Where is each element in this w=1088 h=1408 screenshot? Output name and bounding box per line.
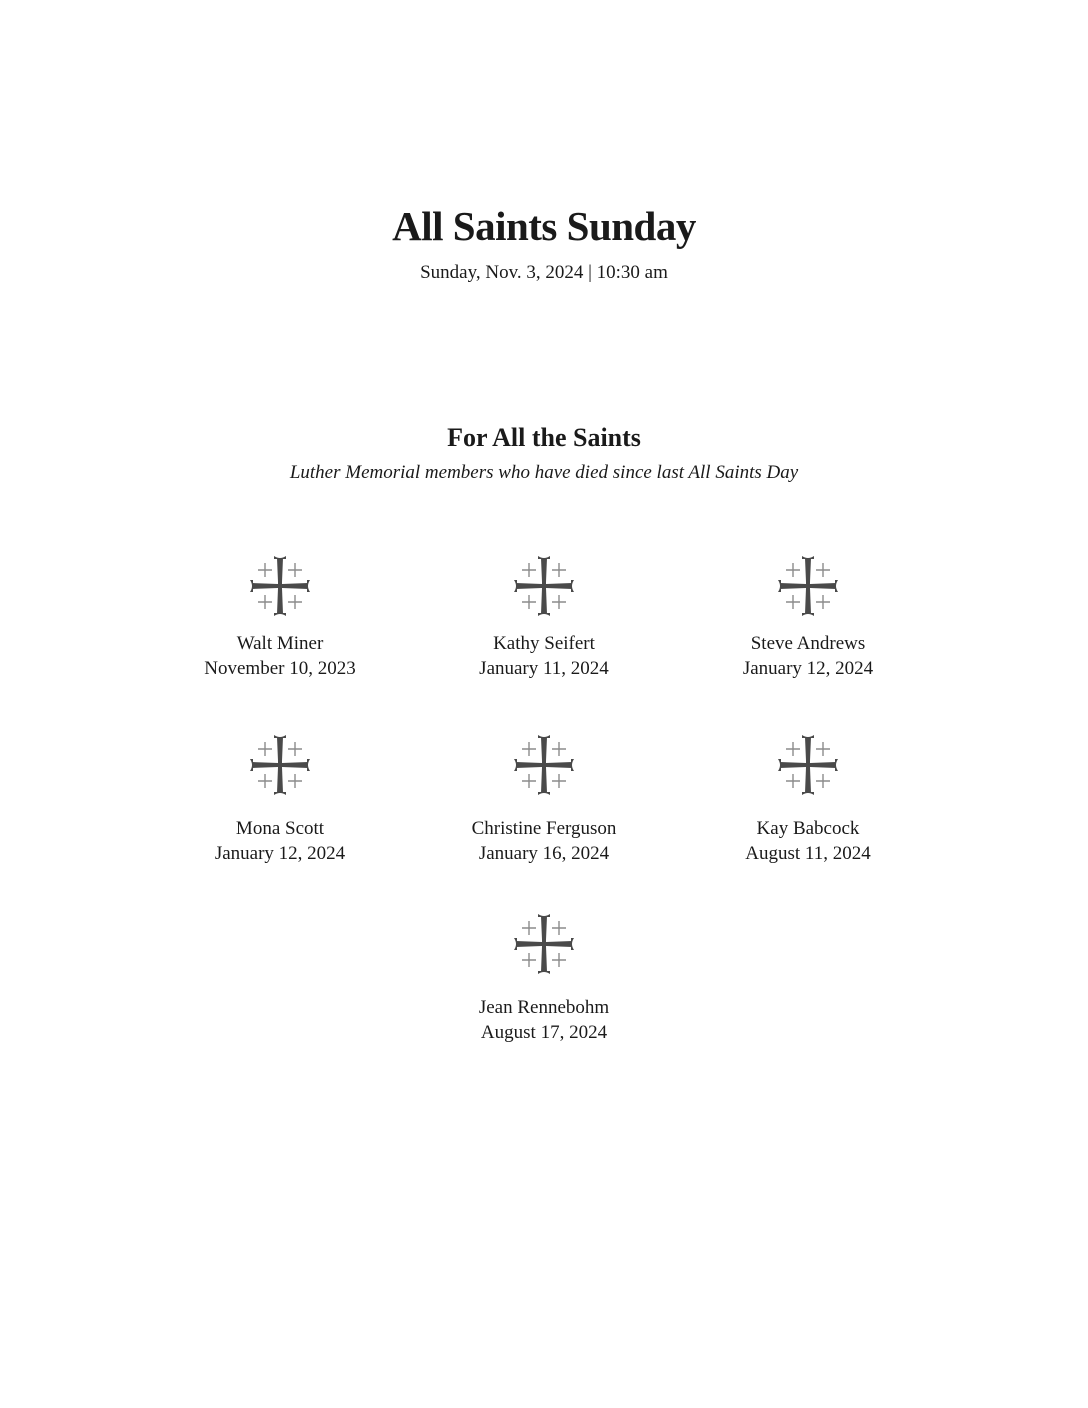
saint-date: January 11, 2024 <box>479 658 609 679</box>
saint-date: January 16, 2024 <box>478 843 610 864</box>
saint-name: Jean Rennebohm <box>478 997 610 1018</box>
jerusalem-cross-icon <box>510 552 578 620</box>
saint-entry <box>130 731 430 866</box>
jerusalem-cross-icon <box>774 552 842 620</box>
jerusalem-cross-icon <box>510 731 578 799</box>
page-title: All Saints Sunday <box>392 203 696 249</box>
saint-entry <box>394 910 694 1045</box>
saint-name: Mona Scott <box>235 818 325 839</box>
saint-name: Walt Miner <box>236 633 324 654</box>
saint-name: Christine Ferguson <box>471 818 617 839</box>
saint-entry <box>658 552 958 681</box>
saint-entry <box>130 552 430 681</box>
saint-date: August 17, 2024 <box>480 1022 608 1043</box>
section-subtitle: Luther Memorial members who have died since last All Saints Day <box>289 462 799 483</box>
saint-name: Kathy Seifert <box>493 633 595 654</box>
saint-entry <box>658 731 958 866</box>
saint-date: January 12, 2024 <box>214 843 346 864</box>
saint-date: August 11, 2024 <box>745 843 871 864</box>
jerusalem-cross-icon <box>246 731 314 799</box>
jerusalem-cross-icon <box>510 910 578 978</box>
jerusalem-cross-icon <box>774 731 842 799</box>
saint-name: Kay Babcock <box>756 818 860 839</box>
saint-entry <box>394 552 694 681</box>
saint-date: January 12, 2024 <box>742 658 874 679</box>
service-datetime: Sunday, Nov. 3, 2024 | 10:30 am <box>420 262 668 283</box>
jerusalem-cross-icon <box>246 552 314 620</box>
saint-name: Steve Andrews <box>750 633 866 654</box>
section-title: For All the Saints <box>447 423 641 452</box>
saint-entry <box>394 731 694 866</box>
saint-date: November 10, 2023 <box>204 658 356 679</box>
